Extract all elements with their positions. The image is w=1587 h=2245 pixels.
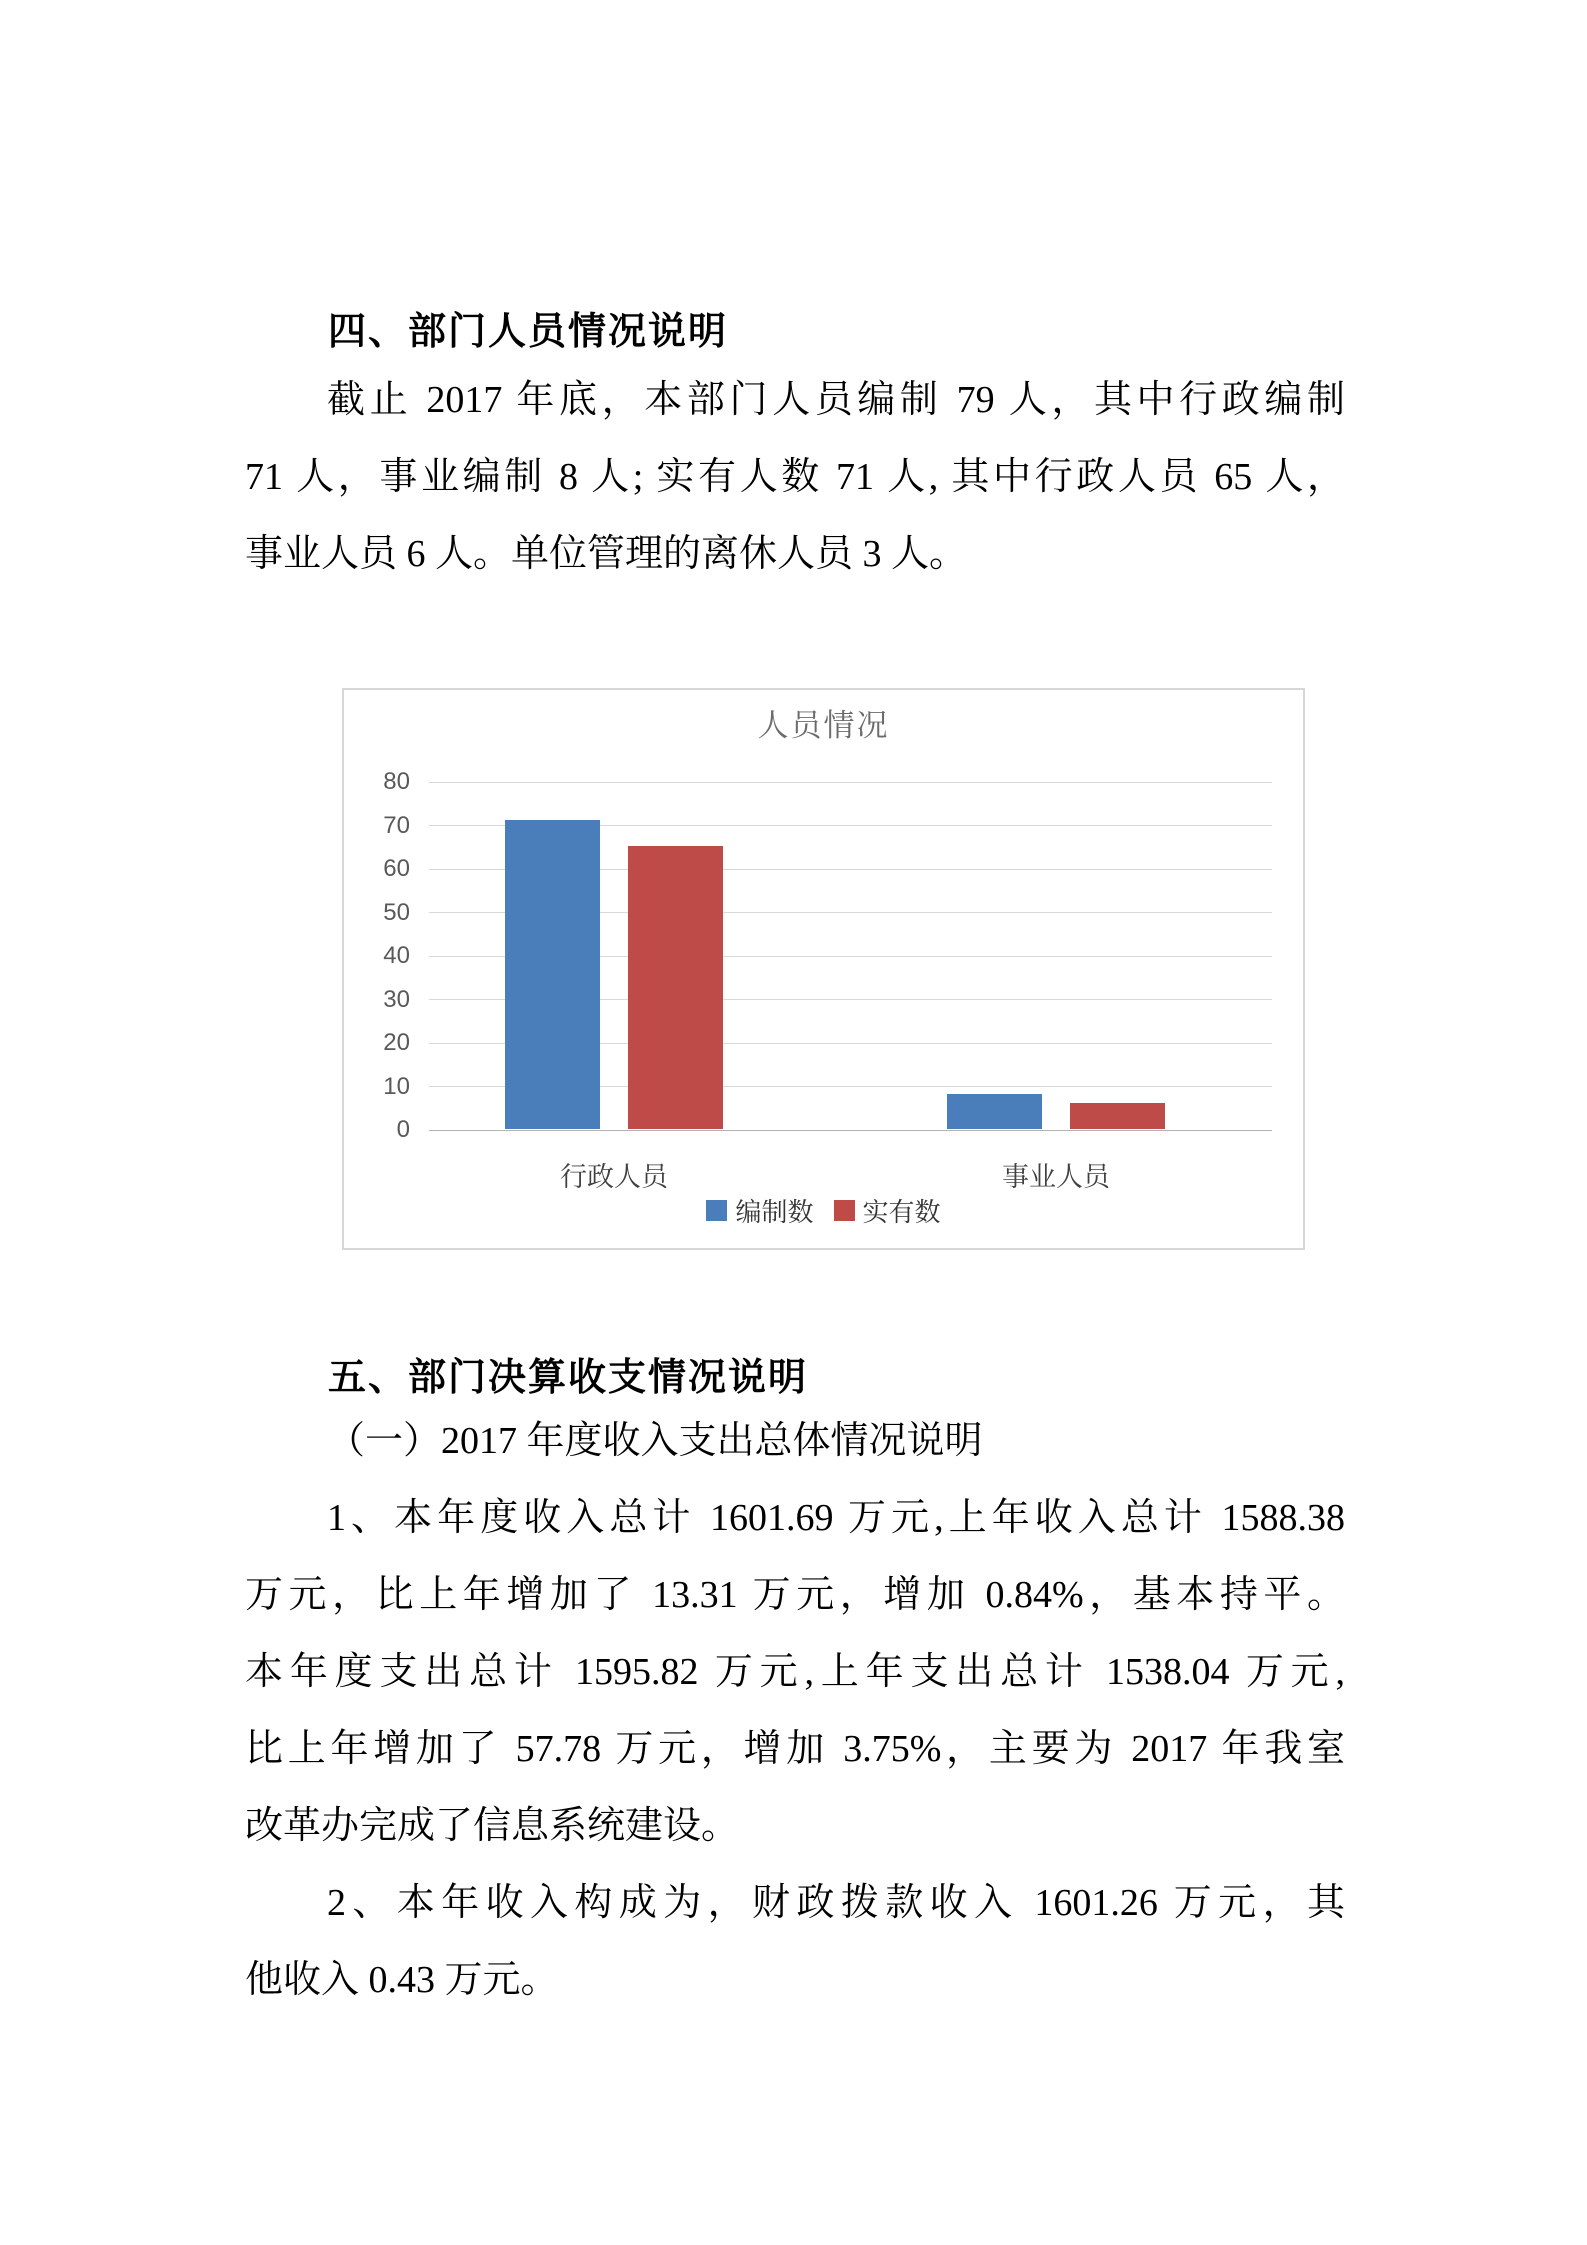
chart-legend [344, 1192, 1303, 1229]
text-line: 万元，比上年增加了 13.31 万元，增加 0.84%，基本持平。 [245, 1574, 1345, 1616]
text-line: 2、本年收入构成为，财政拨款收入 1601.26 万元，其 [327, 1882, 1345, 1924]
legend-swatch-icon [706, 1200, 727, 1221]
chart-bar-编制数-行政人员 [505, 820, 600, 1129]
legend-item [706, 1192, 813, 1229]
y-axis-tick: 10 [383, 1072, 410, 1100]
text-line: 1、本年度收入总计 1601.69 万元,上年收入总计 1588.38 [327, 1497, 1345, 1539]
text-line: 他收入 0.43 万元。 [245, 1959, 559, 2001]
chart-plot-area [429, 782, 1272, 1130]
gridline [429, 782, 1272, 783]
x-axis-line [429, 1130, 1272, 1131]
chart-bar-编制数-事业人员 [947, 1094, 1042, 1129]
legend-label: 编制数 [735, 1197, 814, 1227]
y-axis-tick: 50 [383, 898, 410, 926]
legend-item [834, 1192, 941, 1229]
legend-swatch-icon [834, 1200, 855, 1221]
text-line: 事业人员 6 人。单位管理的离休人员 3 人。 [245, 533, 968, 575]
y-axis-tick: 60 [383, 855, 410, 882]
y-axis-tick: 70 [383, 811, 410, 839]
text-line: 比上年增加了 57.78 万元，增加 3.75%，主要为 2017 年我室 [245, 1728, 1345, 1770]
y-axis-tick: 0 [396, 1116, 410, 1143]
personnel-bar-chart [342, 688, 1305, 1250]
section-heading-budget: 五、部门决算收支情况说明 [328, 1357, 809, 1399]
y-axis-tick: 20 [383, 1029, 410, 1056]
legend-label: 实有数 [862, 1197, 941, 1227]
chart-title: 人员情况 [757, 708, 890, 743]
personnel-paragraph [245, 362, 1345, 593]
y-axis-tick: 30 [383, 985, 410, 1013]
y-axis-tick: 40 [383, 942, 410, 969]
text-line: 截止 2017 年底，本部门人员编制 79 人，其中行政编制 [327, 379, 1345, 421]
chart-bar-实有数-事业人员 [1070, 1103, 1165, 1129]
chart-bar-实有数-行政人员 [628, 846, 723, 1129]
x-axis-label: 事业人员 [1002, 1162, 1110, 1192]
text-line: 改革办完成了信息系统建设。 [245, 1805, 740, 1847]
budget-paragraph [245, 1403, 1345, 2019]
text-line: （一）2017 年度收入支出总体情况说明 [327, 1420, 983, 1462]
text-line: 本年度支出总计 1595.82 万元,上年支出总计 1538.04 万元, [245, 1651, 1345, 1693]
y-axis-tick: 80 [383, 768, 410, 795]
text-line: 71 人，事业编制 8 人; 实有人数 71 人, 其中行政人员 65 人， [245, 456, 1345, 498]
x-axis-label: 行政人员 [560, 1162, 668, 1192]
section-heading-personnel: 四、部门人员情况说明 [328, 311, 729, 353]
